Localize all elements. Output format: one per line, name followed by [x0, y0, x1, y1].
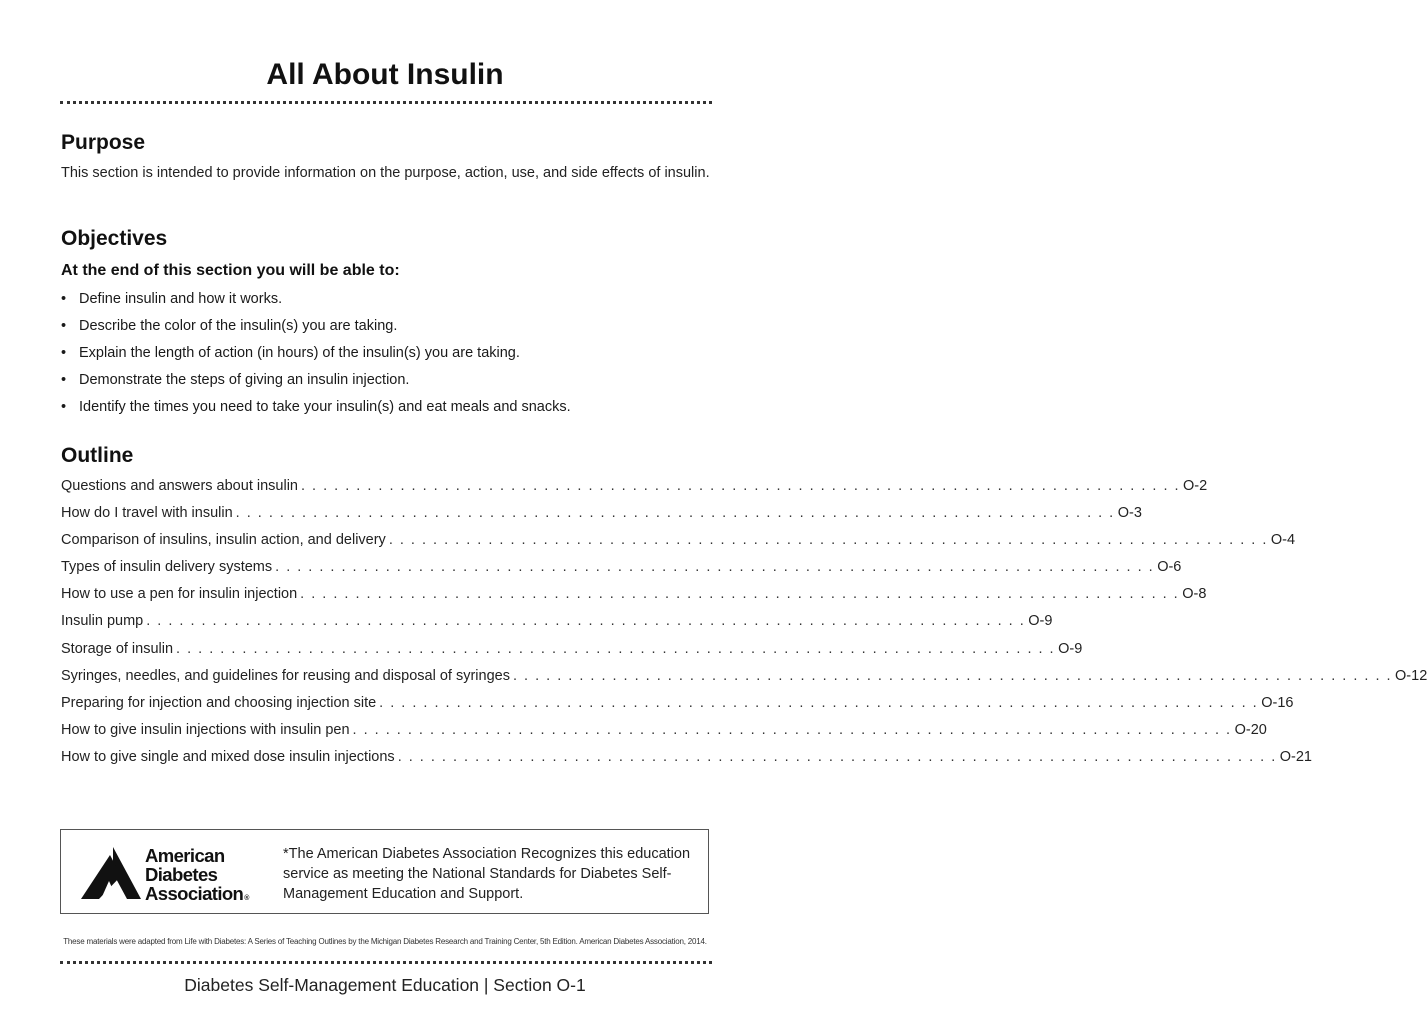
toc-entry[interactable]: Insulin pump . . . . . . . . . . . . . . . . . . . . . . . . . . . . . . . . . . . . . . . . . . . . . . . . . . . . . . . . . . . . . . . . . . . . . . . . . . . . . . . . O-9 [61, 613, 1053, 630]
toc-entry[interactable]: Types of insulin delivery systems . . . . . . . . . . . . . . . . . . . . . . . . . . . . . . . . . . . . . . . . . . . . . . . . . . . . . . . . . . . . . . . . . . . . . . . . . . . . . . . . O-6 [61, 559, 1182, 576]
list-item: • Demonstrate the steps of giving an insulin injection. [61, 370, 711, 397]
bullet-icon: • [61, 345, 67, 361]
ada-logo [79, 845, 269, 904]
objectives-heading: Objectives [61, 227, 168, 250]
source-footnote: These materials were adapted from Life with Diabetes: A Series of Teaching Outlines by the Michigan Diabetes Research and Training Center, 5th Edition. American Diabetes Association, 2014. [63, 937, 707, 946]
toc-entry[interactable]: Preparing for injection and choosing injection site . . . . . . . . . . . . . . . . . . . . . . . . . . . . . . . . . . . . . . . . . . . . . . . . . . . . . . . . . . . . . . . . . . . . . . . . . . . . . . . . O-16 [61, 694, 1294, 711]
page-title: All About Insulin [266, 58, 504, 91]
objectives-list [61, 289, 711, 424]
ada-triangle-logo-icon [79, 845, 141, 901]
recognition-box [60, 829, 709, 914]
dot-leader: . . . . . . . . . . . . . . . . . . . . . . . . . . . . . . . . . . . . . . . . . . . . . . . . . . . . . . . . . . . . . . . . . . . . . . . . . . . . . . . . [176, 640, 1056, 657]
dot-leader: . . . . . . . . . . . . . . . . . . . . . . . . . . . . . . . . . . . . . . . . . . . . . . . . . . . . . . . . . . . . . . . . . . . . . . . . . . . . . . . . [352, 721, 1232, 738]
dot-leader: . . . . . . . . . . . . . . . . . . . . . . . . . . . . . . . . . . . . . . . . . . . . . . . . . . . . . . . . . . . . . . . . . . . . . . . . . . . . . . . . [397, 748, 1277, 765]
dot-leader: . . . . . . . . . . . . . . . . . . . . . . . . . . . . . . . . . . . . . . . . . . . . . . . . . . . . . . . . . . . . . . . . . . . . . . . . . . . . . . . . [512, 667, 1393, 684]
toc-entry[interactable]: How to give insulin injections with insulin pen . . . . . . . . . . . . . . . . . . . . . . . . . . . . . . . . . . . . . . . . . . . . . . . . . . . . . . . . . . . . . . . . . . . . . . . . . . . . . . . . O-20 [61, 721, 1267, 738]
dot-leader: . . . . . . . . . . . . . . . . . . . . . . . . . . . . . . . . . . . . . . . . . . . . . . . . . . . . . . . . . . . . . . . . . . . . . . . . . . . . . . . . [275, 559, 1155, 576]
dot-leader: . . . . . . . . . . . . . . . . . . . . . . . . . . . . . . . . . . . . . . . . . . . . . . . . . . . . . . . . . . . . . . . . . . . . . . . . . . . . . . . . [146, 613, 1026, 630]
dot-leader: . . . . . . . . . . . . . . . . . . . . . . . . . . . . . . . . . . . . . . . . . . . . . . . . . . . . . . . . . . . . . . . . . . . . . . . . . . . . . . . . [300, 586, 1180, 603]
bullet-icon: • [61, 291, 67, 307]
page-footer: Diabetes Self-Management Education | Section O-1 [184, 975, 586, 995]
dot-leader: . . . . . . . . . . . . . . . . . . . . . . . . . . . . . . . . . . . . . . . . . . . . . . . . . . . . . . . . . . . . . . . . . . . . . . . . . . . . . . . . [300, 478, 1181, 494]
recognition-text: *The American Diabetes Association Recognizes this education service as meeting the National Standards for Diabetes Self-Management Education and Support. [283, 846, 691, 902]
list-item: • Define insulin and how it works. [61, 289, 711, 316]
bullet-icon: • [61, 372, 67, 388]
outline-list [61, 476, 1427, 774]
list-item: • Identify the times you need to take your insulin(s) and eat meals and snacks. [61, 397, 711, 424]
toc-entry[interactable]: Syringes, needles, and guidelines for reusing and disposal of syringes . . . . . . . . . . . . . . . . . . . . . . . . . . . . . . . . . . . . . . . . . . . . . . . . . . . . . . . . . . . . . . . . . . . . . . . . . . . . . . . . O-12 [61, 667, 1427, 684]
purpose-text: This section is intended to provide information on the purpose, action, use, and side effects of insulin. [61, 165, 710, 181]
bullet-icon: • [61, 318, 67, 334]
bottom-dotted-divider [60, 961, 712, 964]
ada-logo-wordmark: American Diabetes Association® [145, 845, 249, 904]
top-dotted-divider [60, 101, 712, 104]
registered-mark-icon: ® [244, 895, 249, 902]
bullet-icon: • [61, 399, 67, 415]
purpose-heading: Purpose [61, 131, 146, 154]
toc-entry[interactable]: How do I travel with insulin . . . . . . . . . . . . . . . . . . . . . . . . . . . . . . . . . . . . . . . . . . . . . . . . . . . . . . . . . . . . . . . . . . . . . . . . . . . . . . . . O-3 [61, 505, 1142, 522]
toc-entry[interactable]: How to give single and mixed dose insulin injections . . . . . . . . . . . . . . . . . . . . . . . . . . . . . . . . . . . . . . . . . . . . . . . . . . . . . . . . . . . . . . . . . . . . . . . . . . . . . . . . O-21 [61, 748, 1312, 765]
dot-leader: . . . . . . . . . . . . . . . . . . . . . . . . . . . . . . . . . . . . . . . . . . . . . . . . . . . . . . . . . . . . . . . . . . . . . . . . . . . . . . . . [388, 532, 1268, 549]
toc-entry[interactable]: Questions and answers about insulin . . . . . . . . . . . . . . . . . . . . . . . . . . . . . . . . . . . . . . . . . . . . . . . . . . . . . . . . . . . . . . . . . . . . . . . . . . . . . . . . O-2 [61, 478, 1208, 494]
list-item: • Describe the color of the insulin(s) you are taking. [61, 316, 711, 343]
outline-heading: Outline [61, 444, 134, 467]
dot-leader: . . . . . . . . . . . . . . . . . . . . . . . . . . . . . . . . . . . . . . . . . . . . . . . . . . . . . . . . . . . . . . . . . . . . . . . . . . . . . . . . [379, 694, 1259, 711]
dot-leader: . . . . . . . . . . . . . . . . . . . . . . . . . . . . . . . . . . . . . . . . . . . . . . . . . . . . . . . . . . . . . . . . . . . . . . . . . . . . . . . . [235, 505, 1115, 522]
toc-entry[interactable]: How to use a pen for insulin injection . . . . . . . . . . . . . . . . . . . . . . . . . . . . . . . . . . . . . . . . . . . . . . . . . . . . . . . . . . . . . . . . . . . . . . . . . . . . . . . . O-8 [61, 586, 1207, 603]
toc-entry[interactable]: Comparison of insulins, insulin action, and delivery . . . . . . . . . . . . . . . . . . . . . . . . . . . . . . . . . . . . . . . . . . . . . . . . . . . . . . . . . . . . . . . . . . . . . . . . . . . . . . . . O-4 [61, 532, 1296, 549]
list-item: • Explain the length of action (in hours) of the insulin(s) you are taking. [61, 343, 711, 370]
toc-entry[interactable]: Storage of insulin . . . . . . . . . . . . . . . . . . . . . . . . . . . . . . . . . . . . . . . . . . . . . . . . . . . . . . . . . . . . . . . . . . . . . . . . . . . . . . . . O-9 [61, 640, 1083, 657]
objectives-subheading: At the end of this section you will be able to: [61, 262, 400, 279]
